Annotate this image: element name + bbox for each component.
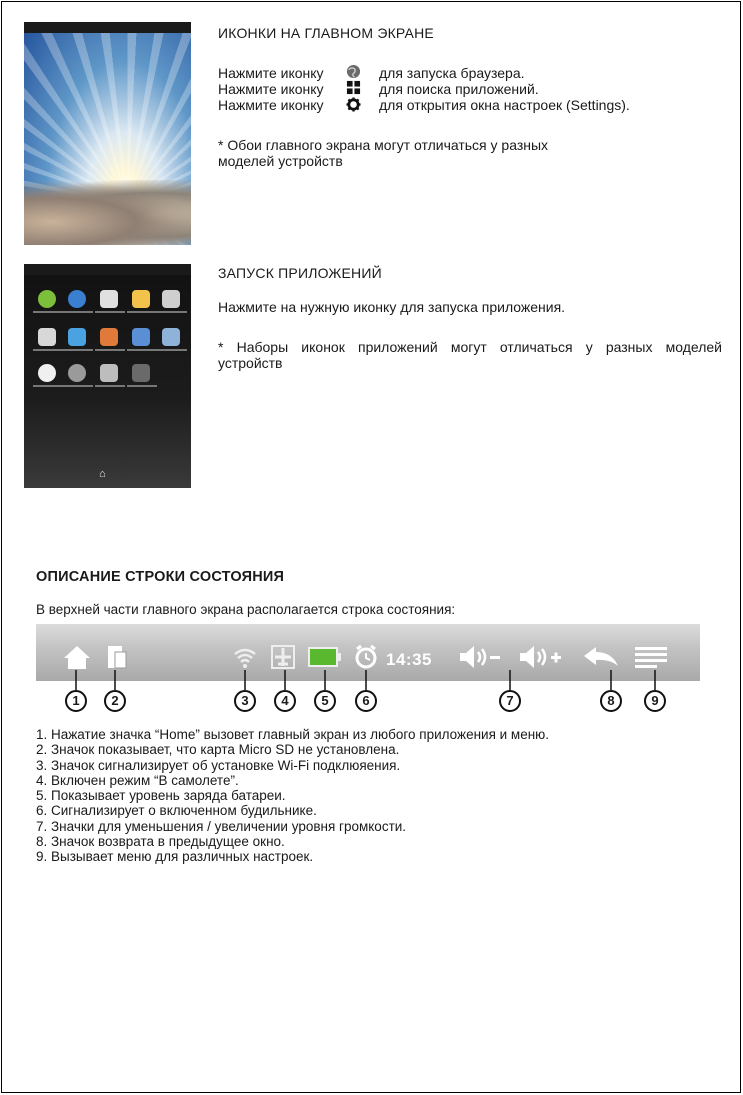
app-drawer-screenshot [24, 264, 191, 488]
list-item: 9. Вызывает меню для различных настроек. [36, 849, 314, 865]
thumb-status-bar [24, 264, 191, 275]
section1-heading: ИКОНКИ НА ГЛАВНОМ ЭКРАНЕ [218, 25, 434, 41]
list-item: 5. Показывает уровень заряда батареи. [36, 788, 286, 804]
globe-icon [346, 64, 361, 79]
settings-desc: для открытия окна настроек (Settings). [379, 97, 630, 113]
app-icon [132, 364, 150, 382]
back-arrow-icon [582, 644, 622, 670]
callout-6: 6 [355, 690, 377, 712]
sd-card-icon [106, 644, 128, 670]
app-icon [100, 364, 118, 382]
wifi-icon [233, 644, 257, 670]
thumb-status-bar [24, 22, 191, 33]
app-icon [132, 290, 150, 308]
app-icon [38, 364, 56, 382]
home-icon: ⌂ [99, 468, 106, 480]
callout-lines [0, 670, 743, 692]
callout-1: 1 [65, 690, 87, 712]
app-icon [162, 290, 180, 308]
menu-icon [634, 645, 668, 669]
callout-8: 8 [600, 690, 622, 712]
alarm-icon [354, 643, 378, 671]
app-icon [38, 290, 56, 308]
app-icon [68, 290, 86, 308]
home-screen-screenshot [24, 22, 191, 245]
app-icon [100, 328, 118, 346]
list-item: 8. Значок возврата в предыдущее окно. [36, 834, 285, 850]
list-item: 7. Значки для уменьшения / увеличении уровня громкости. [36, 818, 407, 834]
wallpaper-clouds [24, 180, 191, 245]
statusbar-description-list [36, 727, 549, 865]
callout-2: 2 [104, 690, 126, 712]
app-icon [38, 328, 56, 346]
app-icon [132, 328, 150, 346]
section3-heading: ОПИСАНИЕ СТРОКИ СОСТОЯНИЯ [36, 569, 285, 585]
callout-9: 9 [644, 690, 666, 712]
callout-5: 5 [314, 690, 336, 712]
press-icon-label-2: Нажмите иконку [218, 81, 324, 97]
volume-down-icon [458, 644, 502, 670]
volume-up-icon [518, 644, 564, 670]
press-icon-label-1: Нажмите иконку [218, 65, 324, 81]
callout-7: 7 [499, 690, 521, 712]
browser-desc: для запуска браузера. [379, 65, 525, 81]
gear-icon [346, 97, 361, 112]
apps-note-line1: * Наборы иконок приложений могут отличаться у разных моделей [218, 339, 722, 355]
airplane-mode-icon [270, 644, 296, 670]
app-icon [162, 328, 180, 346]
battery-icon [308, 646, 342, 668]
wallpaper-note-line1: * Обои главного экрана могут отличаться у разных [218, 137, 549, 153]
section2-heading: ЗАПУСК ПРИЛОЖЕНИЙ [218, 265, 382, 281]
list-item: 2. Значок показывает, что карта Micro SD не установлена. [36, 742, 400, 758]
launch-instruction: Нажмите на нужную иконку для запуска приложения. [218, 299, 566, 315]
wallpaper-note-line2: моделей устройств [218, 153, 343, 169]
list-item: 3. Значок сигнализирует об установке Wi-Fi подклюяения. [36, 757, 401, 773]
app-icon [100, 290, 118, 308]
list-item: 6. Сигнализирует о включенном будильнике. [36, 803, 317, 819]
home-icon [62, 644, 92, 670]
list-item: 1. Нажатие значка “Home” вызовет главный экран из любого приложения и меню. [36, 727, 550, 742]
app-icon [68, 364, 86, 382]
callout-4: 4 [274, 690, 296, 712]
statusbar-intro: В верхней части главного экрана располагается строка состояния: [36, 602, 456, 617]
list-item: 4. Включен режим “В самолете”. [36, 772, 239, 788]
apps-desc: для поиска приложений. [379, 81, 539, 97]
press-icon-label-3: Нажмите иконку [218, 97, 324, 113]
callout-3: 3 [234, 690, 256, 712]
apps-grid-icon [346, 80, 361, 95]
app-icon [68, 328, 86, 346]
apps-note-line2: устройств [218, 355, 283, 371]
clock-time: 14:35 [386, 650, 432, 669]
